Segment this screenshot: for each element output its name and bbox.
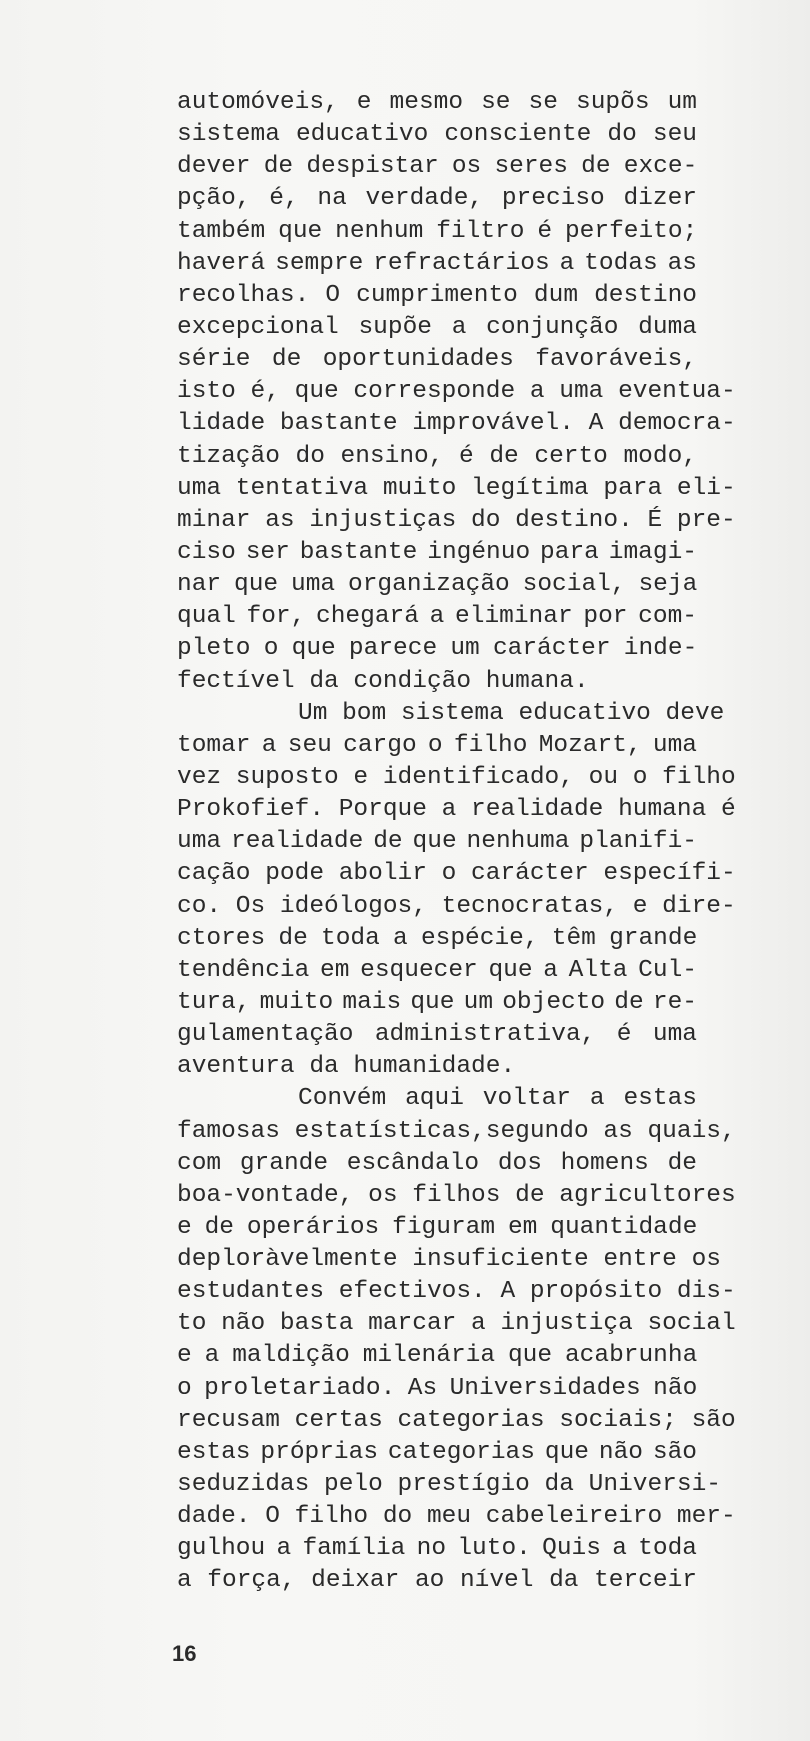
text-line: to não basta marcar a injustiça social	[177, 1310, 736, 1338]
text-line: dever de despistar os seres de exce-	[177, 153, 698, 181]
text-line: com grande escândalo dos homens de	[177, 1149, 697, 1177]
text-line: Um bom sistema educativo deve	[298, 699, 725, 727]
text-line: co. Os ideólogos, tecnocratas, e dire-	[177, 892, 736, 920]
text-line: qual for, chegará a eliminar por com-	[177, 603, 697, 631]
text-line: tura, muito mais que um objecto de re-	[177, 988, 697, 1016]
text-line: minar as injustiças do destino. É pre-	[177, 506, 736, 534]
text-line: uma realidade de que nenhuma planifi-	[177, 828, 697, 856]
text-line: a força, deixar ao nível da terceir	[177, 1567, 697, 1595]
text-line: tização do ensino, é de certo modo,	[177, 442, 697, 470]
text-line: sistema educativo consciente do seu	[177, 121, 697, 149]
text-line: ciso ser bastante ingénuo para imagi-	[177, 538, 697, 566]
text-line: vez suposto e identificado, ou o filho	[177, 763, 736, 791]
text-line: nar que uma organização social, seja	[177, 571, 698, 599]
text-line: automóveis, e mesmo se se supõs um	[177, 89, 697, 116]
text-line: e de operários figuram em quantidade	[177, 1213, 698, 1241]
page-number: 16	[172, 1641, 197, 1666]
text-line: excepcional supõe a conjunção duma	[177, 313, 697, 341]
text-line: recolhas. O cumprimento dum destino	[177, 281, 697, 309]
text-line: boa-vontade, os filhos de agricultores	[177, 1181, 736, 1209]
text-line: recusam certas categorias sociais; são	[177, 1406, 736, 1434]
text-line: haverá sempre refractários a todas as	[177, 249, 697, 277]
text-line: gulamentação administrativa, é uma	[177, 1021, 697, 1049]
text-line: famosas estatísticas,segundo as quais,	[177, 1117, 736, 1145]
text-line: Prokofief. Porque a realidade humana é	[177, 796, 736, 824]
text-line: deploràvelmente insuficiente entre os	[177, 1246, 721, 1274]
text-line: cação pode abolir o carácter específi-	[177, 860, 736, 888]
text-line: Convém aqui voltar a estas	[298, 1085, 697, 1113]
body-text	[177, 87, 736, 1598]
text-line: também que nenhum filtro é perfeito;	[177, 217, 698, 245]
text-line: seduzidas pelo prestígio da Universi-	[177, 1471, 721, 1499]
text-line: lidade bastante improvável. A democra-	[177, 410, 736, 438]
text-line: tomar a seu cargo o filho Mozart, uma	[177, 731, 697, 759]
text-line: isto é, que corresponde a uma eventua-	[177, 378, 736, 406]
text-line: dade. O filho do meu cabeleireiro mer-	[177, 1503, 736, 1531]
text-line: pção, é, na verdade, preciso dizer	[177, 185, 697, 213]
text-line: ctores de toda a espécie, têm grande	[177, 924, 698, 952]
text-line: gulhou a família no luto. Quis a toda	[177, 1535, 697, 1563]
text-line: o proletariado. As Universidades não	[177, 1374, 698, 1402]
text-line: e a maldição milenária que acabrunha	[177, 1342, 698, 1370]
text-line: estudantes efectivos. A propósito dis-	[177, 1278, 736, 1306]
text-line: aventura da humanidade.	[177, 1053, 516, 1081]
text-line: estas próprias categorias que não são	[177, 1438, 697, 1466]
text-line: pleto o que parece um carácter inde-	[177, 635, 698, 663]
text-line: uma tentativa muito legítima para eli-	[177, 474, 736, 502]
text-line: tendência em esquecer que a Alta Cul-	[177, 956, 697, 984]
text-line: fectível da condição humana.	[177, 667, 589, 695]
text-line: série de oportunidades favoráveis,	[177, 346, 697, 374]
